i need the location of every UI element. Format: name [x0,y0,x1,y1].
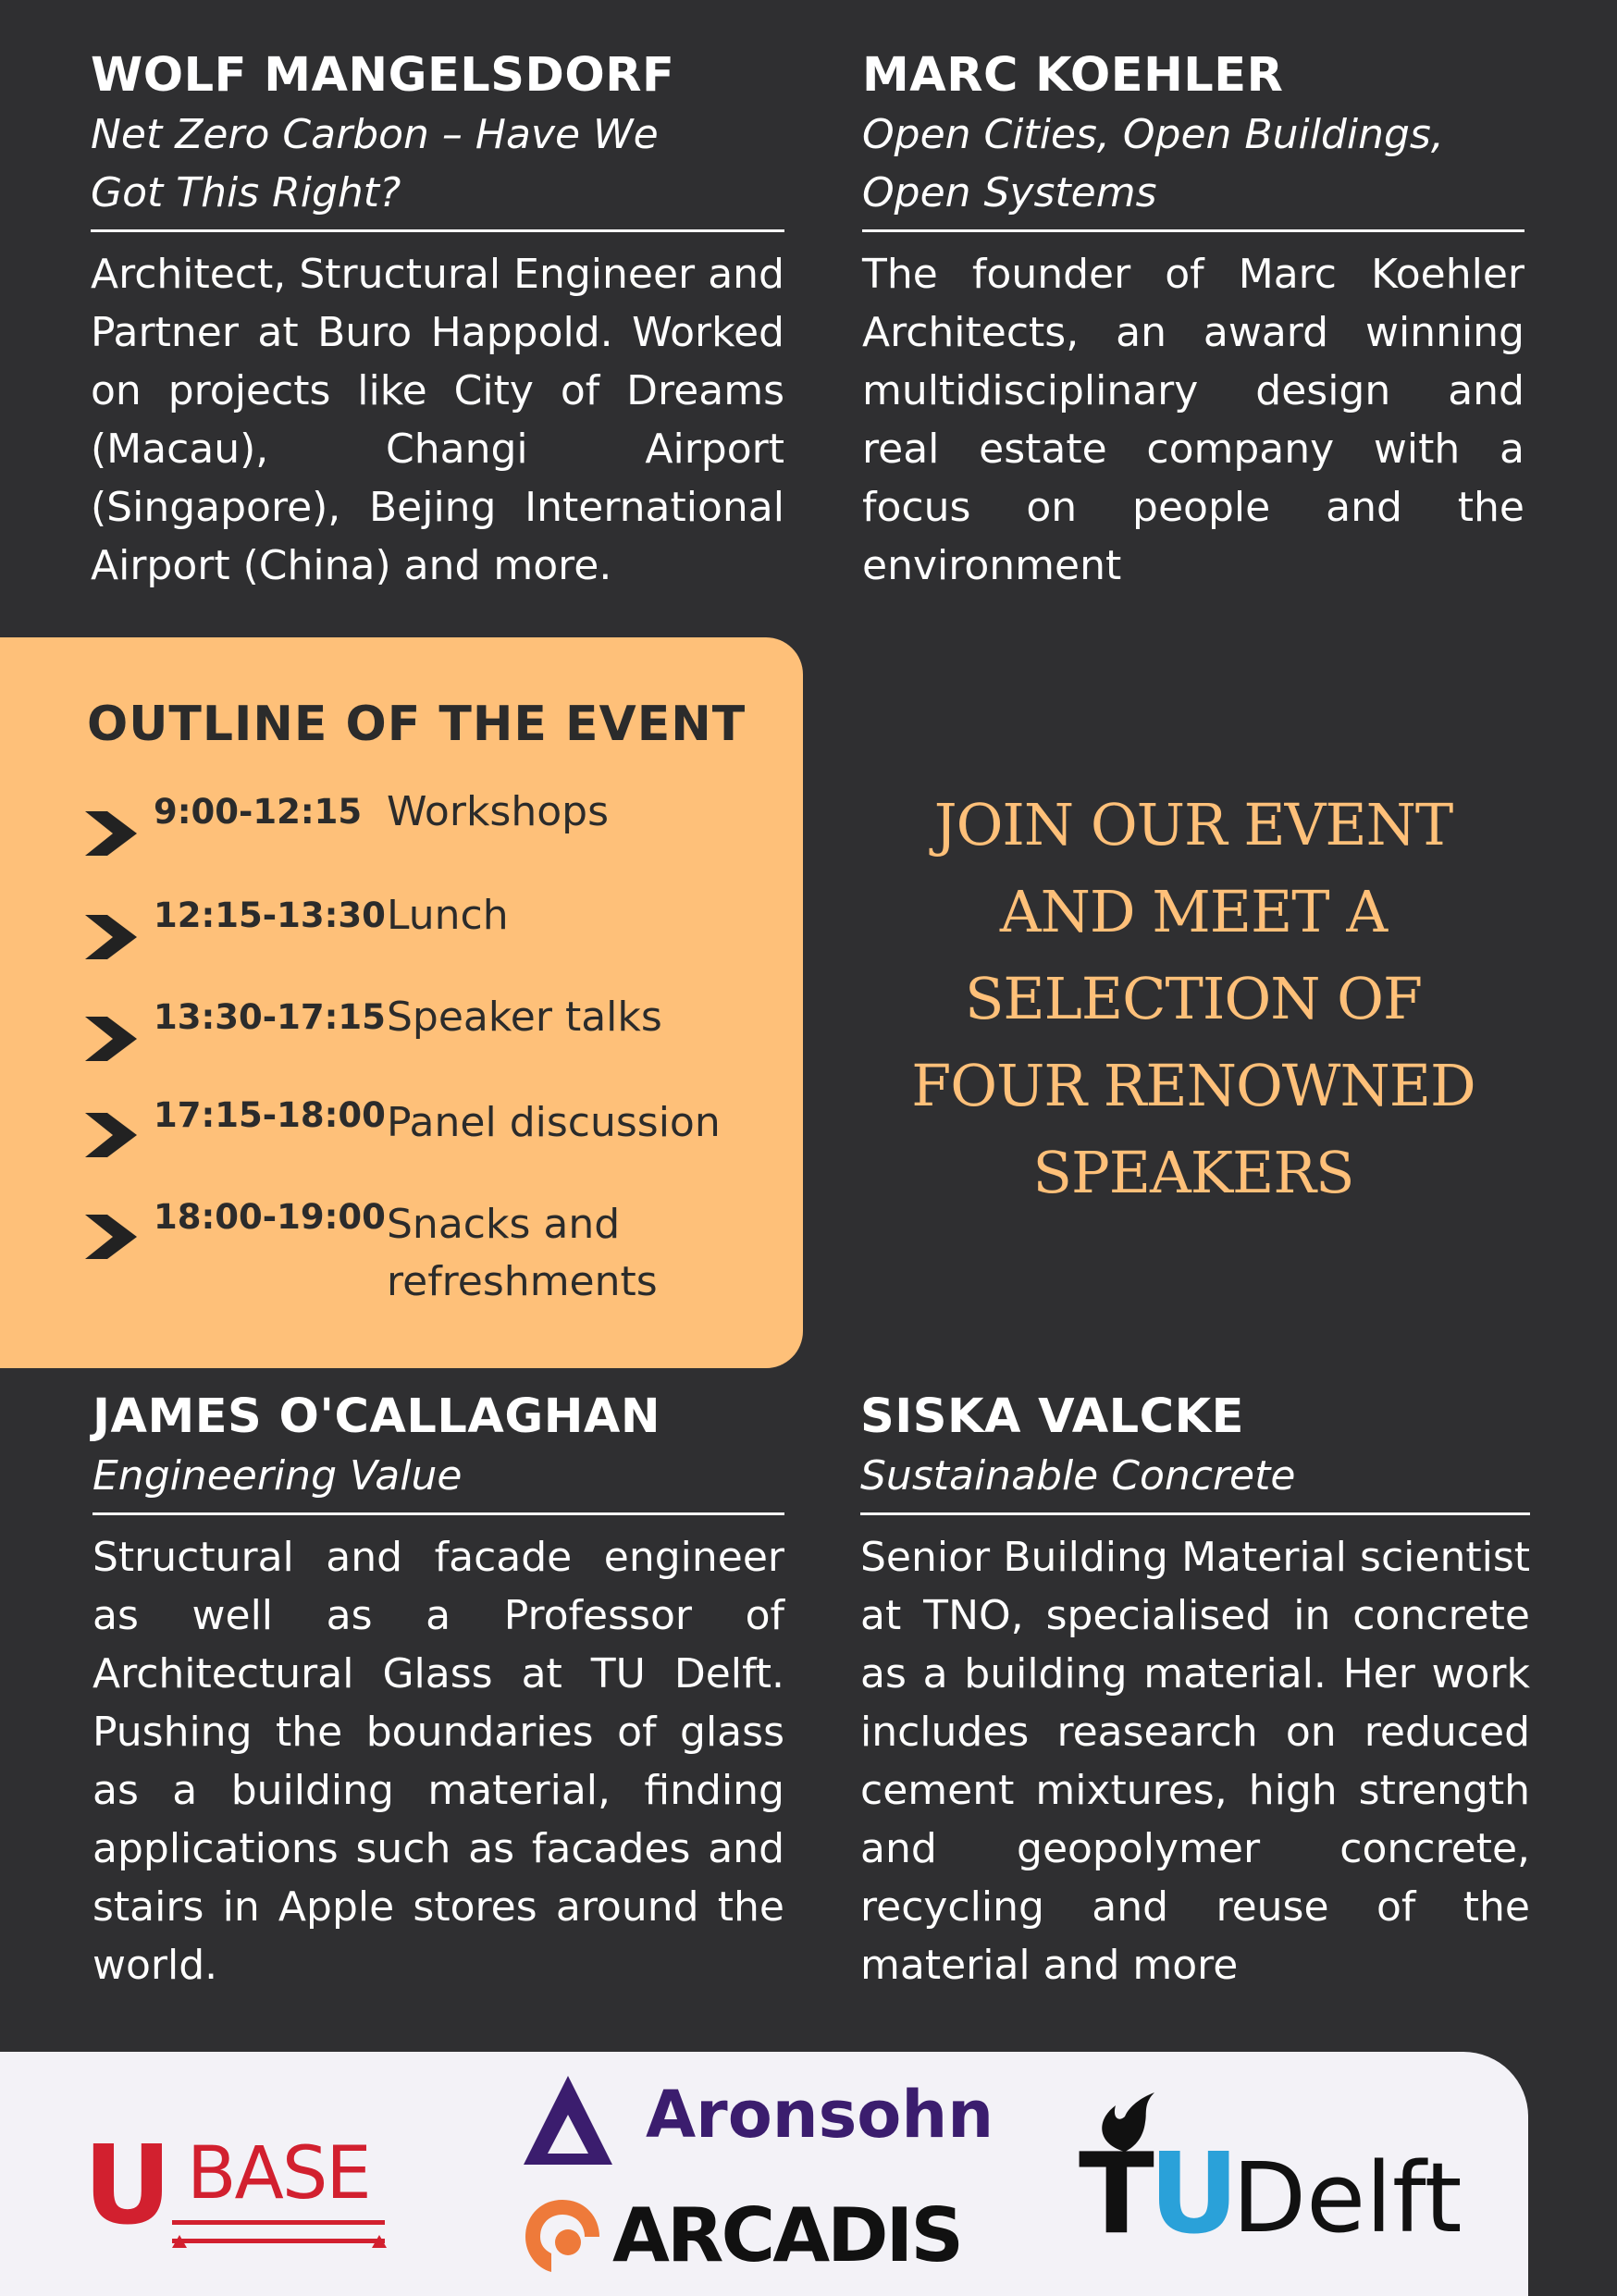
talk-title-line: Open Systems [862,169,1157,216]
arcadis-logo [524,2191,986,2283]
event-outline-panel [0,637,803,1368]
schedule-time: 17:15-18:00 [154,1095,386,1135]
speaker-bio: Architect, Structural Engineer and Partner at Buro Happold. Worked on projects like City of Dreams (Macau), Changi Airport (Singapore), Bejing International Airport (China) and more. [91,251,784,589]
activity-line: Snacks and [387,1201,621,1248]
chevron-right-icon [85,915,137,959]
ubase-logo-text: BASE [187,2132,370,2216]
schedule-activity [387,1196,757,1311]
talk-title-line: Net Zero Carbon – Have We [91,111,659,158]
schedule-activity [387,887,757,944]
ubase-logo-underline [83,2132,398,2255]
speaker-name: JAMES O'CALLAGHAN [93,1389,661,1444]
chevron-right-icon [85,811,137,856]
promo-heading [870,782,1517,1216]
schedule-time: 13:30-17:15 [154,997,386,1037]
schedule-time: 12:15-13:30 [154,895,386,935]
activity-line: Speaker talks [387,994,662,1041]
activity-line: Lunch [387,892,509,939]
chevron-right-icon [85,1215,137,1259]
speaker-bio: Structural and facade engineer as well as a Professor of Architectural Glass at TU Delft. Pushing the boundaries of glass as a building material, finding applications such as facades and stairs in Apple stores around the world. [93,1534,784,1989]
aronsohn-logo-text: Aronsohn [646,2077,994,2153]
promo-line: SELECTION OF [964,965,1423,1032]
arcadis-mark-icon [524,2196,601,2274]
chevron-right-icon [85,1113,137,1157]
ubase-logo [83,2121,398,2255]
talk-title [91,105,784,232]
speaker-card-ocallaghan [93,1389,784,1994]
aronsohn-logo [524,2067,994,2168]
activity-line: Panel discussion [387,1099,721,1146]
schedule-activity [387,1094,757,1152]
partner-logos-footer [0,2052,1528,2296]
schedule-activity [387,784,757,841]
schedule-time: 18:00-19:00 [154,1197,386,1237]
talk-title-line: Engineering Value [93,1452,463,1500]
ubase-logo-u: U [83,2121,172,2249]
tudelft-logo-delft: Delft [1232,2142,1463,2254]
schedule-activity [387,989,757,1046]
promo-line: FOUR RENOWNED [911,1052,1475,1119]
speaker-card-mangelsdorf [91,48,784,595]
tudelft-logo [1079,2089,1467,2265]
tudelft-logo-tu-t: T [1079,2130,1154,2259]
activity-line: Workshops [387,788,610,835]
speaker-card-koehler [862,48,1524,595]
speaker-bio: The founder of Marc Koehler Architects, an award winning multidisciplinary design and real estate company with a focus on people and the environment [862,251,1524,589]
promo-line: SPEAKERS [1032,1139,1354,1206]
aronsohn-mark-icon [524,2076,612,2168]
schedule-time: 9:00-12:15 [154,792,363,832]
talk-title-line: Got This Right? [91,169,401,216]
speaker-name: WOLF MANGELSDORF [91,48,675,103]
speaker-name: SISKA VALCKE [860,1389,1244,1444]
outline-title: OUTLINE OF THE EVENT [87,697,747,752]
talk-title [862,105,1524,232]
activity-line: refreshments [387,1258,658,1305]
talk-title-line: Open Cities, Open Buildings, [862,111,1444,158]
arcadis-logo-text: ARCADIS [612,2192,961,2278]
promo-line: AND MEET A [999,878,1388,945]
speaker-bio: Senior Building Material scientist at TNO, specialised in concrete as a building material. Her work includes reasearch on reduced cement mixtures, high strength and geopolymer concrete, recycling and reuse of the material and more [860,1534,1530,1989]
talk-title-line: Sustainable Concrete [860,1452,1296,1500]
tudelft-logo-tu-u: U [1149,2130,1240,2259]
talk-title [860,1447,1530,1515]
promo-line: JOIN OUR EVENT [933,791,1453,858]
speaker-card-valcke [860,1389,1530,1994]
chevron-right-icon [85,1017,137,1061]
talk-title [93,1447,784,1515]
speaker-name: MARC KOEHLER [862,48,1284,103]
